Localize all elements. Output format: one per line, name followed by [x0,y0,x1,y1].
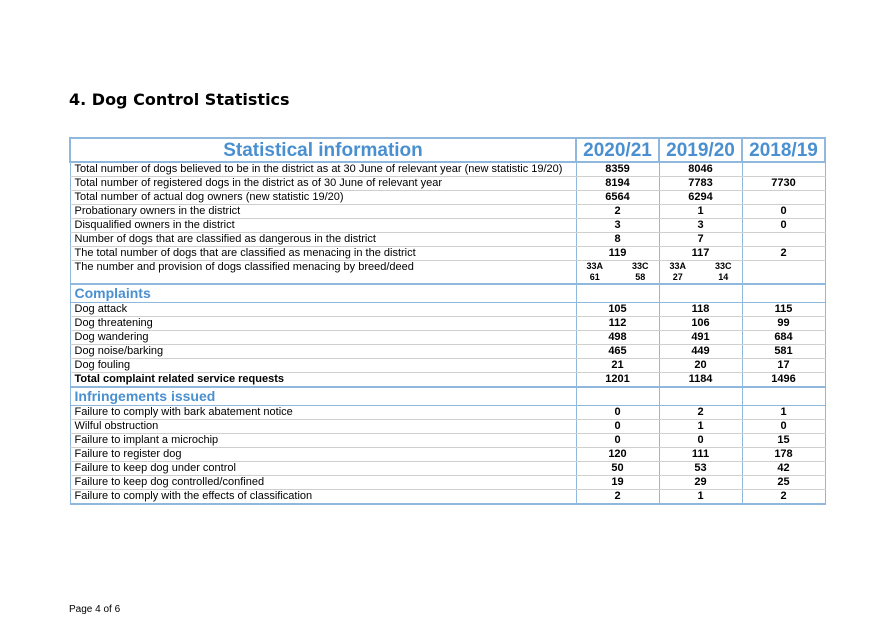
table-row [70,359,825,373]
row-label: Total number of dogs believed to be in the district as at 30 June of relevant year (new statistic 19/20) [70,162,576,177]
row-label: The total number of dogs that are classified as menacing in the district [70,247,576,261]
value-2019-20: 29 [659,476,742,490]
row-label: Disqualified owners in the district [70,219,576,233]
table-row [70,406,825,420]
row-label: Failure to register dog [70,448,576,462]
value-2019-20: 491 [659,331,742,345]
section-heading: 4. Dog Control Statistics [69,90,290,109]
value-2019-20: 53 [659,462,742,476]
value-2018-19: 15 [742,434,825,448]
menacing-breed-deed-row [70,261,825,285]
value-2020-21: 2 [576,490,659,505]
value-2020-21: 21 [576,359,659,373]
table-row [70,303,825,317]
value-2018-19: 0 [742,420,825,434]
value-2020-21: 2 [576,205,659,219]
table-row [70,177,825,191]
value-2018-19: 1 [742,406,825,420]
infringements-subheading-row [70,387,825,406]
value-2020-21: 6564 [576,191,659,205]
value-2018-19: 581 [742,345,825,359]
value-2020-21: 0 [576,434,659,448]
year-header-2018-19: 2018/19 [742,138,825,162]
complaints-heading: Complaints [70,284,576,303]
value-2018-19: 25 [742,476,825,490]
section-33a-2019-20: 33A 27 [669,261,687,282]
breed-deed-2020-21 [576,261,659,285]
total-2019-20: 1184 [659,373,742,388]
row-label: Total number of actual dog owners (new statistic 19/20) [70,191,576,205]
table-row [70,233,825,247]
row-label: Dog noise/barking [70,345,576,359]
value-2018-19 [742,191,825,205]
row-label: Dog attack [70,303,576,317]
dog-statistics-table [69,137,826,505]
value-2019-20: 118 [659,303,742,317]
row-label: The number and provision of dogs classified menacing by breed/deed [70,261,576,285]
row-label: Dog threatening [70,317,576,331]
value-2018-19: 684 [742,331,825,345]
section-33c-2020-21: 33C 58 [631,261,649,282]
table-row [70,162,825,177]
row-label: Number of dogs that are classified as dangerous in the district [70,233,576,247]
value-2019-20: 1 [659,490,742,505]
value-2018-19 [742,162,825,177]
row-label: Failure to comply with the effects of classification [70,490,576,505]
value-2018-19: 2 [742,247,825,261]
year-header-2020-21: 2020/21 [576,138,659,162]
table-row [70,205,825,219]
value-2019-20: 2 [659,406,742,420]
total-2020-21: 1201 [576,373,659,388]
table-row [70,191,825,205]
value-2020-21: 105 [576,303,659,317]
value-2018-19: 115 [742,303,825,317]
value-2020-21: 19 [576,476,659,490]
value-2019-20: 8046 [659,162,742,177]
row-label: Failure to keep dog controlled/confined [70,476,576,490]
row-label: Total number of registered dogs in the district as of 30 June of relevant year [70,177,576,191]
table-row [70,462,825,476]
value-2019-20: 1 [659,205,742,219]
complaints-subheading-row [70,284,825,303]
infringements-heading: Infringements issued [70,387,576,406]
value-2020-21: 3 [576,219,659,233]
value-2018-19: 99 [742,317,825,331]
value-2019-20: 6294 [659,191,742,205]
value-2018-19: 0 [742,205,825,219]
year-header-2019-20: 2019/20 [659,138,742,162]
section-33c-2019-20: 33C 14 [714,261,732,282]
value-2020-21: 0 [576,406,659,420]
table-row [70,345,825,359]
value-2020-21: 112 [576,317,659,331]
value-2020-21: 465 [576,345,659,359]
value-2020-21: 8359 [576,162,659,177]
row-label: Dog wandering [70,331,576,345]
page-number: Page 4 of 6 [69,604,121,615]
value-2019-20: 3 [659,219,742,233]
value-2020-21: 8194 [576,177,659,191]
table-row [70,331,825,345]
table-row [70,448,825,462]
section-33a-2020-21: 33A 61 [586,261,604,282]
table-row [70,490,825,505]
total-2018-19: 1496 [742,373,825,388]
value-2020-21: 50 [576,462,659,476]
value-2019-20: 111 [659,448,742,462]
value-2018-19: 2 [742,490,825,505]
value-2019-20: 7783 [659,177,742,191]
complaints-total-row [70,373,825,388]
breed-deed-2019-20 [659,261,742,285]
value-2020-21: 120 [576,448,659,462]
row-label: Failure to implant a microchip [70,434,576,448]
value-2020-21: 498 [576,331,659,345]
breed-deed-2018-19 [742,261,825,285]
total-label: Total complaint related service requests [70,373,576,388]
value-2019-20: 1 [659,420,742,434]
value-2018-19: 7730 [742,177,825,191]
value-2018-19: 0 [742,219,825,233]
table-row [70,247,825,261]
value-2019-20: 106 [659,317,742,331]
value-2019-20: 449 [659,345,742,359]
value-2020-21: 0 [576,420,659,434]
table-row [70,219,825,233]
row-label: Dog fouling [70,359,576,373]
value-2019-20: 20 [659,359,742,373]
table-title: Statistical information [70,138,576,162]
value-2020-21: 119 [576,247,659,261]
row-label: Probationary owners in the district [70,205,576,219]
value-2018-19: 178 [742,448,825,462]
value-2018-19 [742,233,825,247]
table-row [70,420,825,434]
value-2019-20: 7 [659,233,742,247]
table-row [70,434,825,448]
stats-body [70,162,825,504]
table-header-row [70,138,825,162]
row-label: Failure to keep dog under control [70,462,576,476]
table-row [70,476,825,490]
table-row [70,317,825,331]
value-2020-21: 8 [576,233,659,247]
value-2018-19: 42 [742,462,825,476]
row-label: Wilful obstruction [70,420,576,434]
row-label: Failure to comply with bark abatement notice [70,406,576,420]
value-2019-20: 0 [659,434,742,448]
value-2018-19: 17 [742,359,825,373]
value-2019-20: 117 [659,247,742,261]
